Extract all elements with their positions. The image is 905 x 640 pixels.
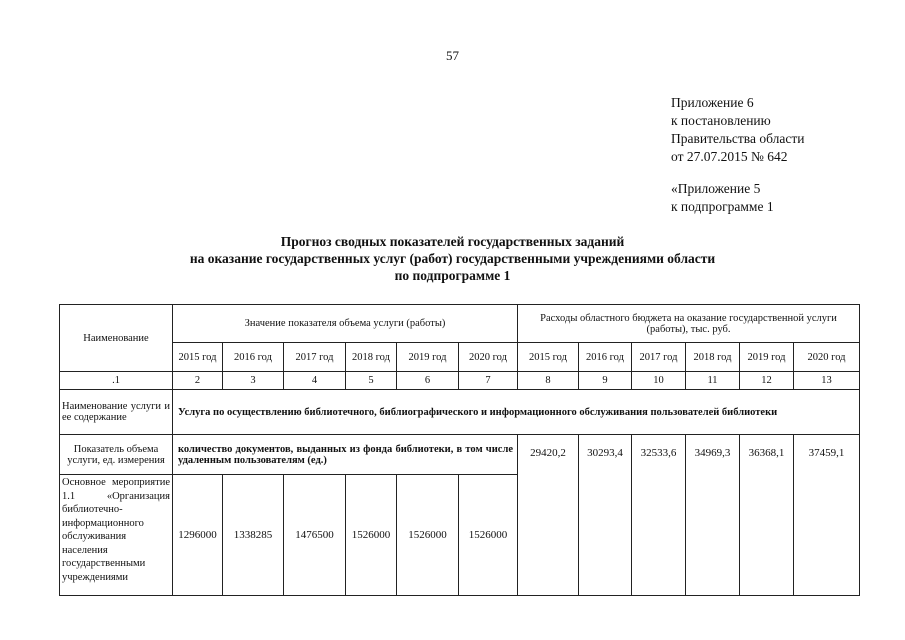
column-number: 2 bbox=[173, 372, 223, 390]
column-number: 11 bbox=[686, 372, 740, 390]
value-cell: 1526000 bbox=[397, 475, 459, 596]
expense-cell: 29420,2 bbox=[518, 435, 579, 596]
service-value: Услуга по осуществлению библиотечного, библиографического и информационного обслуживания пользователей библиотеки bbox=[173, 390, 860, 435]
year-header: 2017 год bbox=[284, 343, 346, 372]
column-number: 8 bbox=[518, 372, 579, 390]
expense-cell: 37459,1 bbox=[794, 435, 860, 596]
year-header: 2017 год bbox=[632, 343, 686, 372]
column-header-name: Наименование bbox=[60, 305, 173, 372]
column-number: 3 bbox=[223, 372, 284, 390]
column-number: 5 bbox=[346, 372, 397, 390]
year-header: 2020 год bbox=[459, 343, 518, 372]
column-number: 12 bbox=[740, 372, 794, 390]
value-cell: 1338285 bbox=[223, 475, 284, 596]
year-header: 2016 год bbox=[579, 343, 632, 372]
appendix-line: от 27.07.2015 № 642 bbox=[671, 149, 788, 164]
column-number: 6 bbox=[397, 372, 459, 390]
title-line: по подпрограмме 1 bbox=[394, 268, 511, 283]
table-header-row bbox=[60, 305, 860, 343]
column-number: 7 bbox=[459, 372, 518, 390]
title-line: Прогноз сводных показателей государственных заданий bbox=[280, 234, 625, 249]
value-cell: 1296000 bbox=[173, 475, 223, 596]
appendix-line: Правительства области bbox=[671, 131, 805, 146]
column-number-row bbox=[60, 372, 860, 390]
appendix-line: к подпрограмме 1 bbox=[671, 199, 774, 214]
appendix-line: «Приложение 5 bbox=[671, 181, 761, 196]
column-number: 10 bbox=[632, 372, 686, 390]
year-header: 2015 год bbox=[518, 343, 579, 372]
year-header: 2015 год bbox=[173, 343, 223, 372]
year-header: 2018 год bbox=[346, 343, 397, 372]
service-label: Наименование услуги и ее содержание bbox=[60, 390, 173, 435]
column-group-values: Значение показателя объема услуги (работы) bbox=[173, 305, 518, 343]
year-header: 2020 год bbox=[794, 343, 860, 372]
page-number: 57 bbox=[446, 48, 459, 63]
appendix-line: Приложение 6 bbox=[671, 95, 754, 110]
table-years-row bbox=[60, 343, 860, 372]
service-row bbox=[60, 390, 860, 435]
year-header: 2019 год bbox=[397, 343, 459, 372]
value-cell: 1526000 bbox=[459, 475, 518, 596]
indicator-value: количество документов, выданных из фонда библиотеки, в том числе удаленным пользователям (ед.) bbox=[173, 435, 518, 475]
column-number: 13 bbox=[794, 372, 860, 390]
appendix-note bbox=[671, 94, 804, 216]
expense-cell: 30293,4 bbox=[579, 435, 632, 596]
expense-cell: 36368,1 bbox=[740, 435, 794, 596]
value-cell: 1526000 bbox=[346, 475, 397, 596]
forecast-table bbox=[59, 304, 860, 596]
title-line: на оказание государственных услуг (работ) государственными учреждениями области bbox=[189, 251, 716, 266]
appendix-line: к постановлению bbox=[671, 113, 771, 128]
column-group-expenses: Расходы областного бюджета на оказание государственной услуги (работы), тыс. руб. bbox=[518, 305, 860, 343]
indicator-row bbox=[60, 435, 860, 475]
value-cell: 1476500 bbox=[284, 475, 346, 596]
column-number: .1 bbox=[60, 372, 173, 390]
column-number: 4 bbox=[284, 372, 346, 390]
activity-label: Основное мероприятие 1.1 «Организация библиотечно-информационного обслуживания населения государственными учреждениями bbox=[60, 475, 173, 596]
year-header: 2019 год bbox=[740, 343, 794, 372]
indicator-label: Показатель объема услуги, ед. измерения bbox=[60, 435, 173, 475]
expense-cell: 34969,3 bbox=[686, 435, 740, 596]
year-header: 2018 год bbox=[686, 343, 740, 372]
column-number: 9 bbox=[579, 372, 632, 390]
document-title bbox=[0, 233, 905, 284]
year-header: 2016 год bbox=[223, 343, 284, 372]
expense-cell: 32533,6 bbox=[632, 435, 686, 596]
